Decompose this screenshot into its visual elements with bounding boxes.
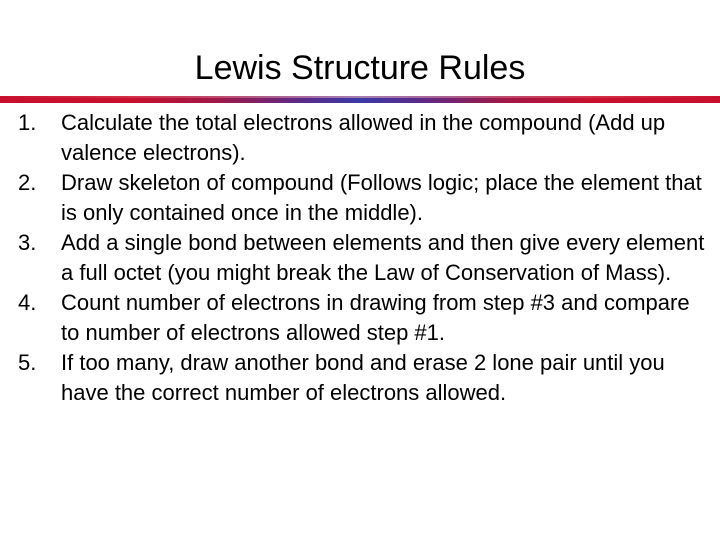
rule-text: Calculate the total electrons allowed in the compound (Add up valence electrons). — [61, 110, 666, 165]
rule-text: Count number of electrons in drawing from step #3 and compare to number of electrons allowed step #1. — [61, 290, 690, 345]
rule-number: 2. — [18, 170, 37, 195]
rule-number: 5. — [18, 350, 37, 375]
title-divider-highlight — [0, 96, 720, 98]
rule-number: 3. — [18, 230, 37, 255]
slide-title: Lewis Structure Rules — [194, 49, 526, 87]
rule-item — [18, 168, 708, 228]
rule-item — [18, 288, 708, 348]
rule-item — [18, 108, 708, 168]
rule-number: 4. — [18, 290, 37, 315]
rule-item — [18, 228, 708, 288]
rule-text: Draw skeleton of compound (Follows logic; place the element that is only contained once in the middle). — [61, 170, 702, 225]
rule-text: Add a single bond between elements and then give every element a full octet (you might break the Law of Conservation of Mass). — [61, 230, 705, 285]
rule-text: If too many, draw another bond and erase 2 lone pair until you have the correct number of electrons allowed. — [61, 350, 665, 405]
rules-list — [18, 108, 708, 408]
rule-item — [18, 348, 708, 408]
rule-number: 1. — [18, 110, 37, 135]
